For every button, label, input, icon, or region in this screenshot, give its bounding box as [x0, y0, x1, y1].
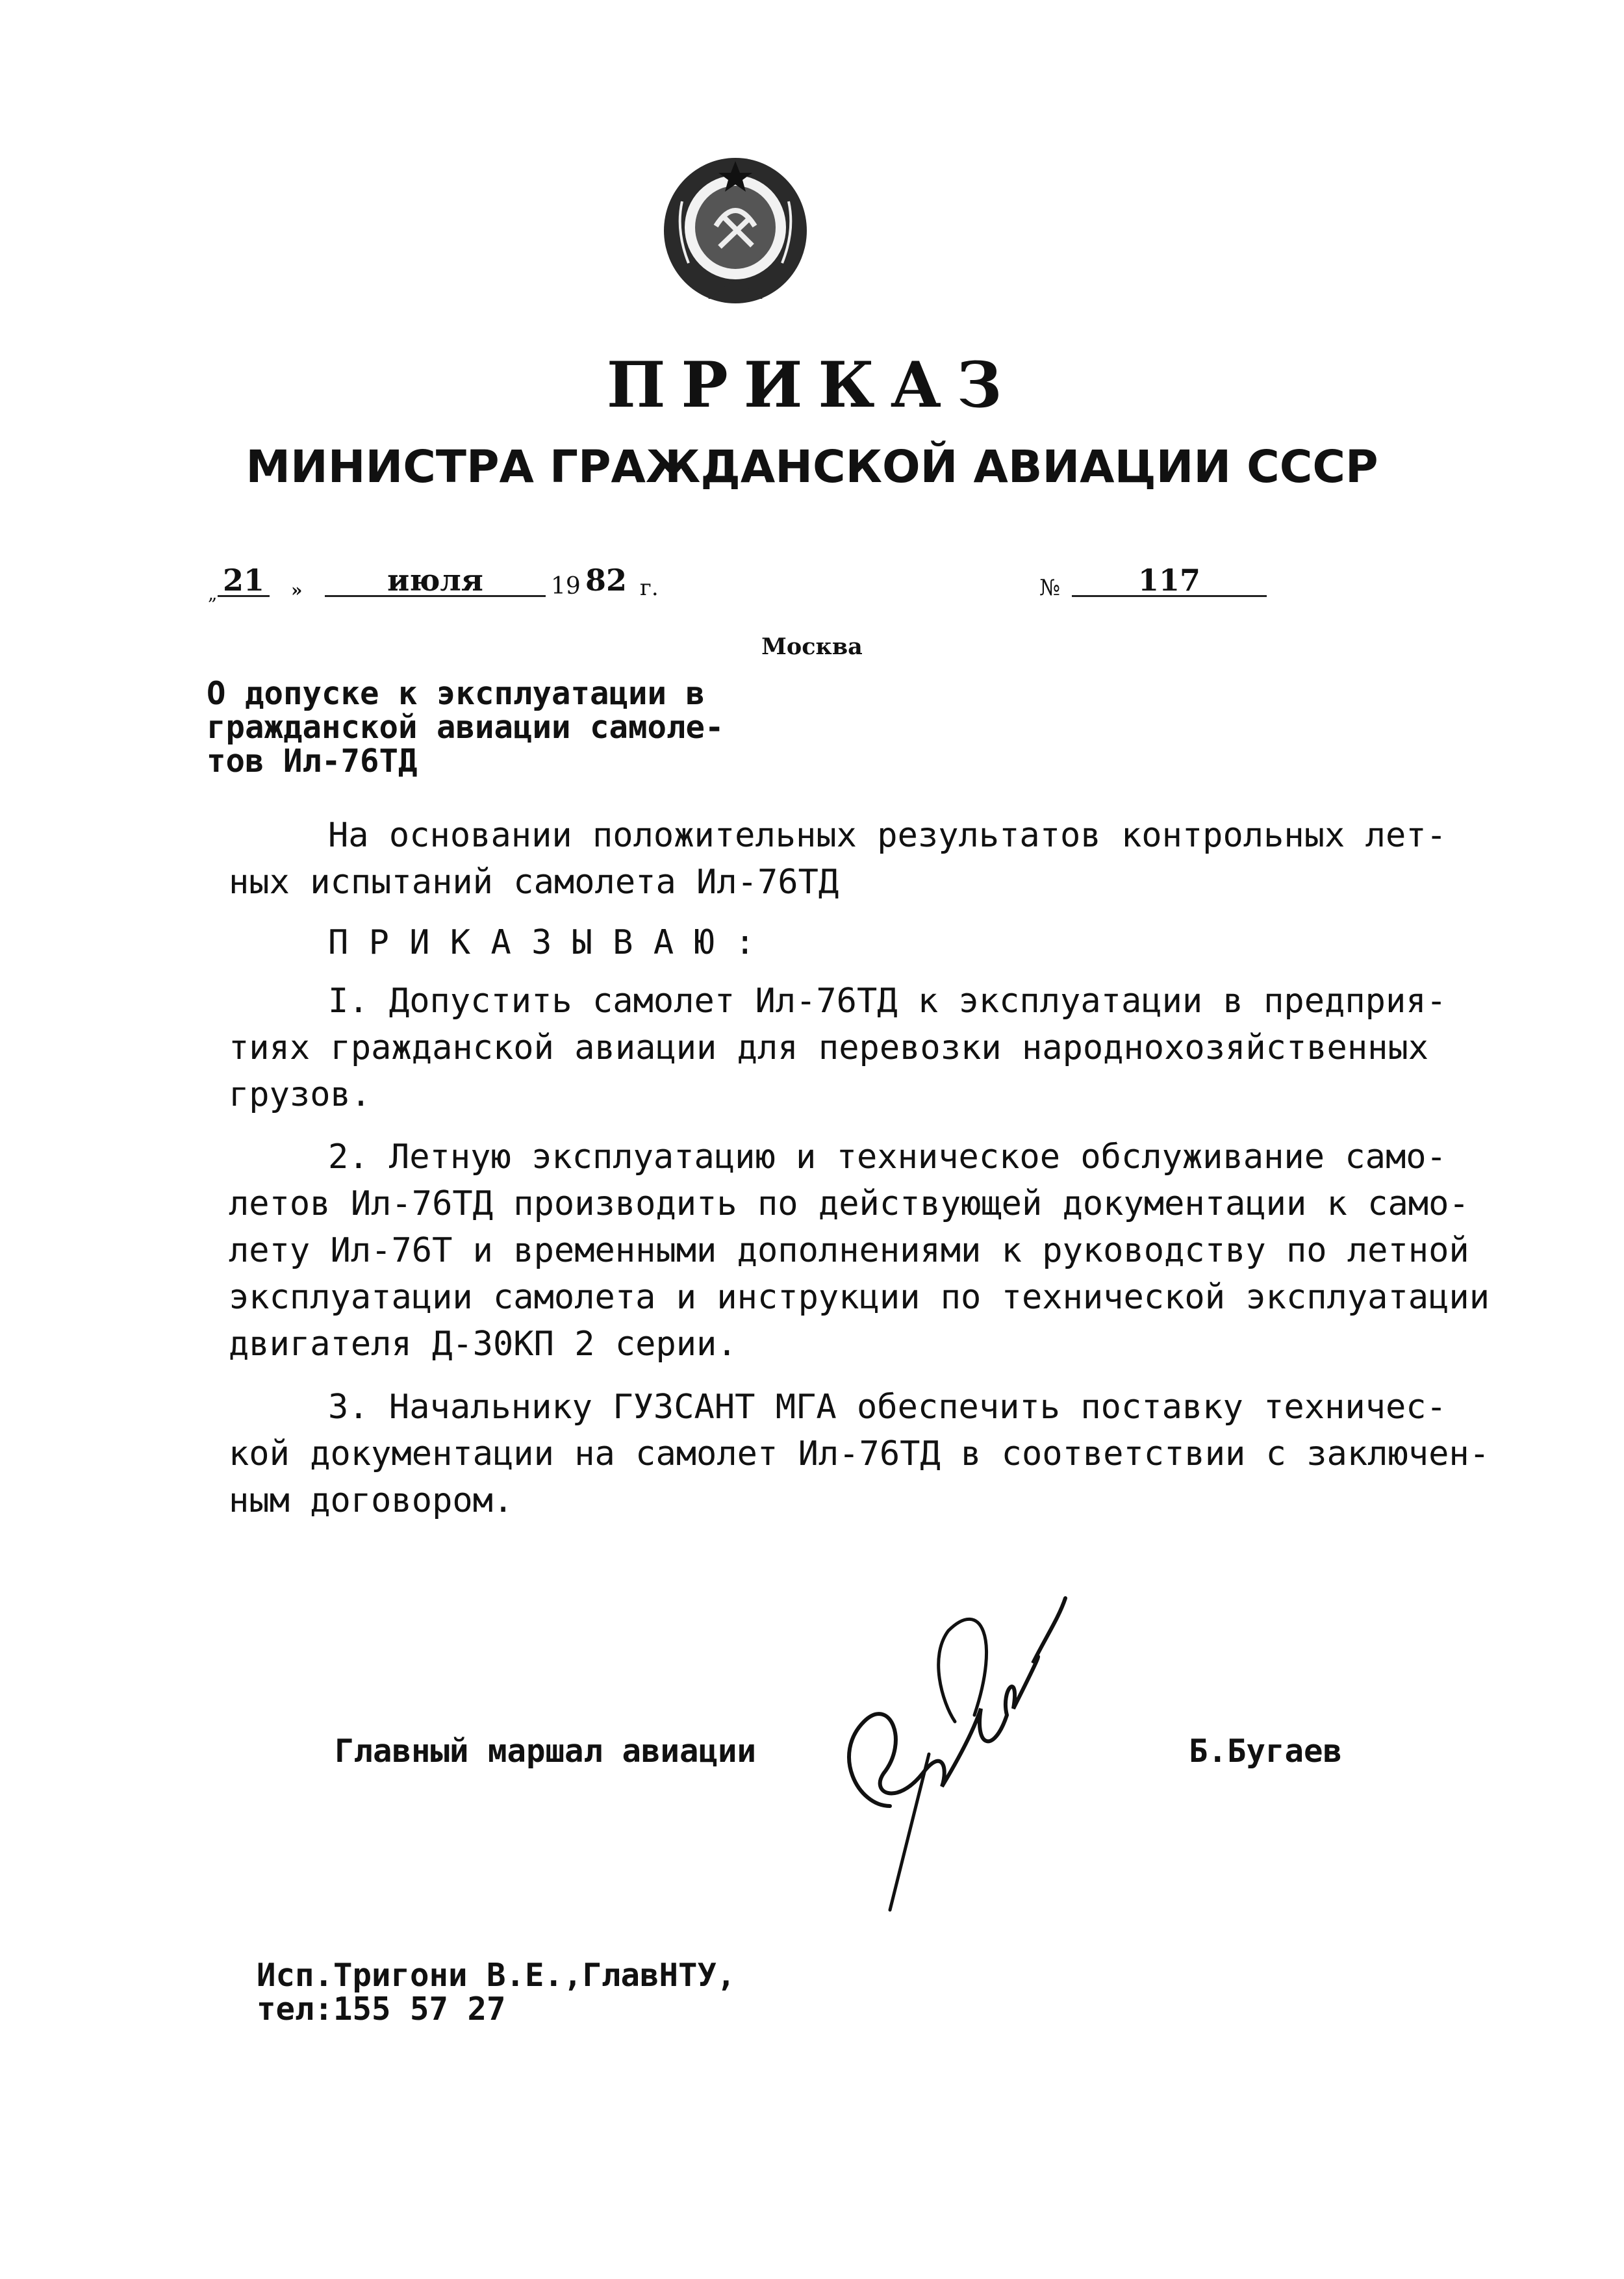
order-word: П Р И К А З Ы В А Ю : [328, 923, 755, 962]
number-sign: № [1039, 575, 1061, 601]
date-year-prefix: 19 [551, 573, 581, 600]
executor-line: Исп.Тригони В.Е.,ГлавНТУ, [257, 1957, 736, 1994]
signatory-name: Б.Бугаев [1189, 1733, 1343, 1770]
subject-block [207, 677, 724, 778]
document-subtitle: МИНИСТРА ГРАЖДАНСКОЙ АВИАЦИИ СССР [246, 441, 1378, 493]
item-2-line: летов Ил-76ТД производить по действующей документации к само- [229, 1184, 1469, 1223]
handwritten-signature [786, 1559, 1085, 1923]
item-3-line: ным договором. [229, 1481, 514, 1520]
item-3-line: 3. Начальнику ГУЗСАНТ МГА обеспечить поставку техничес- [328, 1388, 1447, 1427]
subject-line: О допуске к эксплуатации в [207, 675, 705, 712]
order-number: 117 [1072, 565, 1267, 597]
state-emblem-icon [656, 149, 815, 312]
subject-line: гражданской авиации самоле- [207, 709, 724, 746]
date-close-quote: » [291, 579, 303, 601]
date-year-suffix: 82 [585, 563, 627, 598]
item-1-line: грузов. [229, 1075, 372, 1114]
item-1-line: тиях гражданской авиации для перевозки народнохозяйственных [229, 1028, 1429, 1067]
document-title: ПРИКАЗ [606, 348, 1018, 422]
date-open-quote: „ [208, 583, 218, 604]
executor-block [257, 1959, 736, 2026]
intro-line: ных испытаний самолета Ил-76ТД [229, 863, 839, 902]
item-3-line: кой документации на самолет Ил-76ТД в соответствии с заключен- [229, 1434, 1490, 1473]
date-month: июля [325, 565, 546, 597]
date-year-unit: г. [640, 575, 659, 601]
item-1-line: I. Допустить самолет Ил-76ТД к эксплуатации в предприя- [328, 982, 1447, 1021]
intro-line: На основании положительных результатов контрольных лет- [328, 816, 1447, 855]
item-2-line: двигателя Д-30КП 2 серии. [229, 1325, 737, 1364]
item-2-line: 2. Летную эксплуатацию и техническое обслуживание само- [328, 1138, 1447, 1177]
executor-line: тел:155 57 27 [257, 1991, 506, 2028]
signatory-position: Главный маршал авиации [335, 1733, 757, 1770]
place-of-issue: Москва [761, 633, 863, 660]
subject-line: тов Ил-76ТД [207, 743, 418, 780]
item-2-line: эксплуатации самолета и инструкции по технической эксплуатации [229, 1278, 1490, 1317]
date-day: 21 [218, 565, 270, 597]
item-2-line: лету Ил-76Т и временными дополнениями к руководству по летной [229, 1231, 1469, 1270]
